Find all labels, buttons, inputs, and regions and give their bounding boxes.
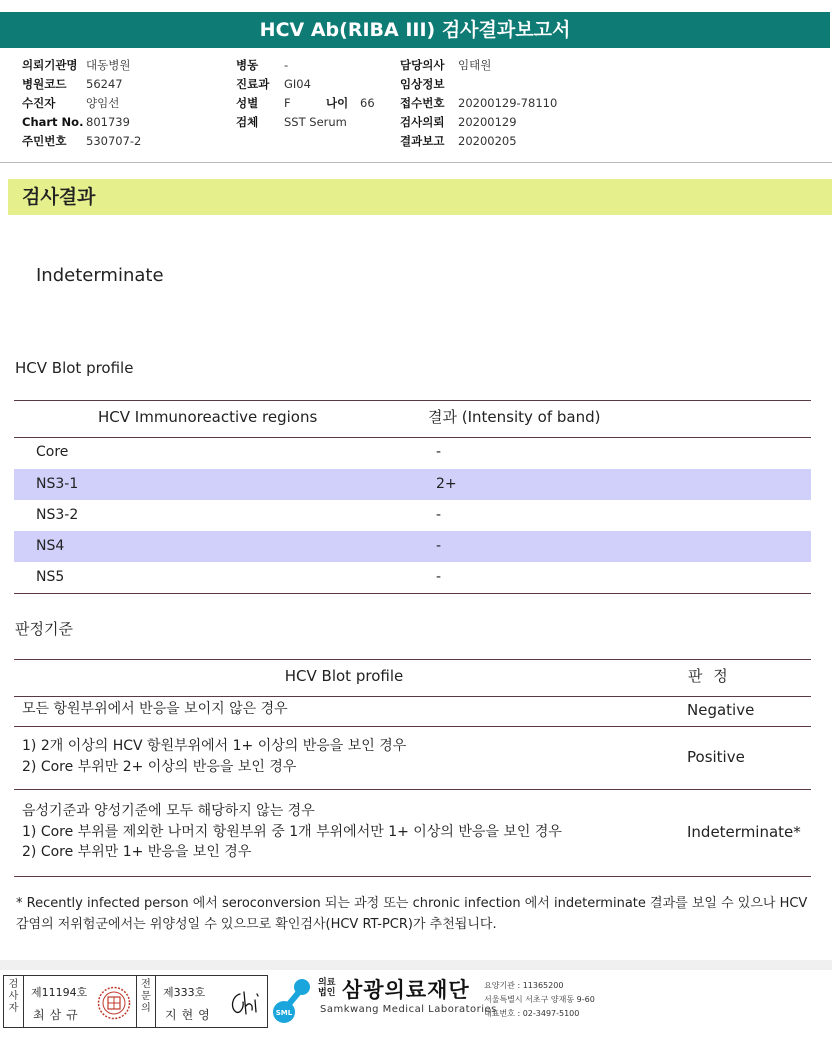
region-cell: NS3-2 bbox=[36, 507, 79, 523]
seal-icon bbox=[97, 986, 131, 1020]
column-header-judgement: 판 정 bbox=[688, 667, 731, 685]
info-row bbox=[22, 75, 141, 94]
table-row bbox=[14, 697, 811, 726]
info-row bbox=[236, 94, 375, 113]
info-value: 801739 bbox=[86, 115, 130, 129]
criteria-line: 1) 2개 이상의 HCV 항원부위에서 1+ 이상의 반응을 보인 경우 bbox=[22, 738, 407, 754]
info-label: 병동 bbox=[236, 58, 259, 72]
info-label: 담당의사 bbox=[400, 58, 445, 72]
info-label: 진료과 bbox=[236, 77, 270, 91]
info-value: 20200129-78110 bbox=[458, 96, 558, 110]
result-cell: - bbox=[436, 569, 442, 585]
info-value: 양임선 bbox=[86, 96, 120, 110]
contact-institution-code: 요양기관 : 11365200 bbox=[484, 981, 564, 990]
info-row bbox=[400, 56, 557, 75]
info-row bbox=[22, 94, 141, 113]
report-title: HCV Ab(RIBA III) 검사결과보고서 bbox=[0, 12, 830, 48]
info-label: 접수번호 bbox=[400, 96, 445, 110]
age-label: 나이 bbox=[326, 96, 349, 110]
result-cell: - bbox=[436, 538, 442, 554]
region-cell: Core bbox=[36, 444, 69, 460]
info-column-2 bbox=[236, 56, 375, 132]
info-value: GI04 bbox=[284, 77, 311, 91]
table-row bbox=[14, 790, 811, 876]
info-value: - bbox=[284, 58, 289, 72]
info-row bbox=[400, 113, 557, 132]
info-label: 결과보고 bbox=[400, 134, 445, 148]
license-number-doctor: 제333호 bbox=[163, 986, 206, 999]
info-row bbox=[236, 113, 375, 132]
info-value: 20200205 bbox=[458, 134, 517, 148]
table-row bbox=[14, 500, 811, 531]
table-rule bbox=[14, 876, 811, 877]
info-row bbox=[22, 113, 141, 132]
table-rule bbox=[14, 593, 811, 594]
doctor-name: 지현영 bbox=[165, 1008, 215, 1022]
info-label: 병원코드 bbox=[22, 77, 67, 91]
info-value: 530707-2 bbox=[86, 134, 142, 148]
judgement-cell: Negative bbox=[687, 701, 755, 719]
region-cell: NS5 bbox=[36, 569, 65, 585]
judgement-cell: Positive bbox=[687, 748, 745, 766]
info-label: Chart No. bbox=[22, 115, 84, 129]
info-column-1 bbox=[22, 56, 141, 151]
criteria-line: 모든 항원부위에서 반응을 보이지 않은 경우 bbox=[22, 701, 288, 717]
table-row bbox=[14, 562, 811, 593]
info-value: 56247 bbox=[86, 77, 123, 91]
result-cell: 2+ bbox=[436, 476, 457, 492]
table-rule bbox=[14, 400, 811, 401]
header-divider bbox=[0, 162, 832, 163]
logo-text: SML bbox=[275, 1009, 293, 1017]
age-value: 66 bbox=[360, 96, 375, 110]
info-value: 대동병원 bbox=[86, 58, 131, 72]
info-row bbox=[400, 132, 557, 151]
sml-logo-icon bbox=[272, 976, 316, 1026]
result-cell: - bbox=[436, 444, 442, 460]
blot-table-header bbox=[14, 402, 811, 438]
table-row bbox=[14, 727, 811, 789]
table-row bbox=[14, 531, 811, 562]
blot-heading: HCV Blot profile bbox=[15, 359, 134, 377]
info-row bbox=[236, 56, 375, 75]
brand-name: 삼광의료재단 bbox=[342, 978, 470, 1002]
info-column-3 bbox=[400, 56, 557, 151]
criteria-line: 2) Core 부위만 1+ 반응을 보인 경우 bbox=[22, 844, 252, 860]
column-header-region: HCV Immunoreactive regions bbox=[98, 408, 318, 426]
criteria-line: 음성기준과 양성기준에 모두 해당하지 않는 경우 bbox=[22, 803, 315, 819]
tester-name: 최삼규 bbox=[33, 1008, 83, 1022]
info-row bbox=[400, 94, 557, 113]
judgement-cell: Indeterminate* bbox=[687, 823, 801, 841]
signature-role-tester: 검사자 bbox=[4, 976, 24, 1027]
section-title: 검사결과 bbox=[8, 179, 832, 215]
info-row bbox=[22, 132, 141, 151]
criteria-line: 2) Core 부위만 2+ 이상의 반응을 보인 경우 bbox=[22, 759, 297, 775]
contact-phone: 대표번호 : 02-3497-5100 bbox=[484, 1009, 580, 1018]
region-cell: NS3-1 bbox=[36, 476, 79, 492]
signature-icon bbox=[226, 988, 264, 1018]
info-value: SST Serum bbox=[284, 115, 347, 129]
result-value: Indeterminate bbox=[36, 265, 164, 286]
info-label: 임상정보 bbox=[400, 77, 445, 91]
info-label: 의뢰기관명 bbox=[22, 58, 78, 72]
table-row bbox=[14, 437, 811, 468]
column-header-result: 결과 (Intensity of band) bbox=[428, 408, 601, 426]
info-row bbox=[236, 75, 375, 94]
info-value: 임태원 bbox=[458, 58, 492, 72]
info-value: F bbox=[284, 96, 291, 110]
contact-address: 서울특별시 서초구 양재동 9-60 bbox=[484, 995, 595, 1004]
info-label: 주민번호 bbox=[22, 134, 67, 148]
info-row bbox=[22, 56, 141, 75]
license-number-tester: 제11194호 bbox=[31, 986, 88, 999]
info-value: 20200129 bbox=[458, 115, 517, 129]
region-cell: NS4 bbox=[36, 538, 65, 554]
info-label: 수진자 bbox=[22, 96, 56, 110]
footer-band bbox=[0, 960, 832, 970]
criteria-heading: 판정기준 bbox=[15, 620, 73, 638]
info-row bbox=[400, 75, 557, 94]
info-label: 성별 bbox=[236, 96, 259, 110]
signature-role-doctor: 전문의 bbox=[136, 976, 156, 1027]
info-label: 검체 bbox=[236, 115, 259, 129]
brand-legal-type: 의료 법인 bbox=[318, 978, 336, 998]
criteria-table-header bbox=[14, 660, 811, 696]
table-row bbox=[14, 469, 811, 500]
brand-english-name: Samkwang Medical Laboratories bbox=[320, 1004, 497, 1015]
signature-box bbox=[3, 975, 268, 1028]
column-header-profile: HCV Blot profile bbox=[284, 667, 404, 685]
info-label: 검사의뢰 bbox=[400, 115, 445, 129]
result-cell: - bbox=[436, 507, 442, 523]
criteria-line: 1) Core 부위를 제외한 나머지 항원부위 중 1개 부위에서만 1+ 이상의 반응을 보인 경우 bbox=[22, 824, 562, 840]
footnote: * Recently infected person 에서 seroconversion 되는 과정 또는 chronic infection 에서 indeterminate 결과를 보일 수 있으나 HCV 감염의 저위험군에서는 위양성일 수 있으므로 확인검사(HCV RT-PCR)가 추천됩니다. bbox=[16, 896, 808, 932]
